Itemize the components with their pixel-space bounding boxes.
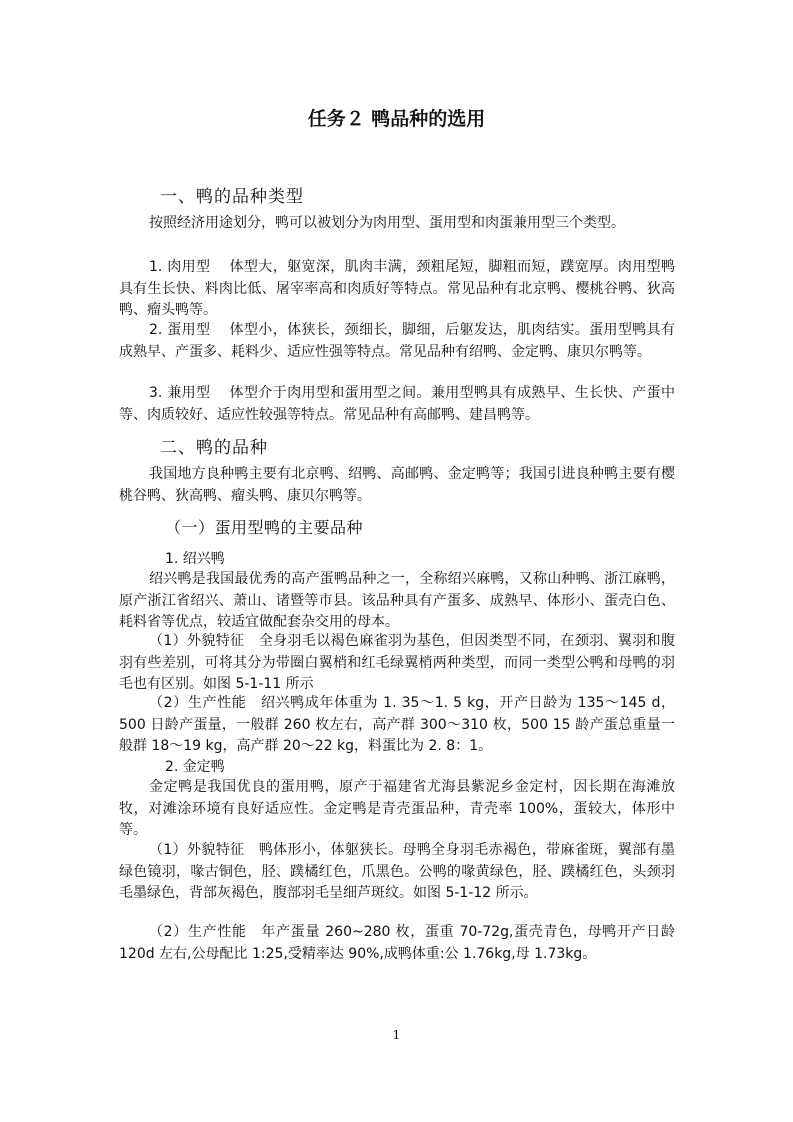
paragraph-egg-type: 2. 蛋用型 体型小，体狭长，颈细长，脚细，后躯发达，肌肉结实。蛋用型鸭具有成熟早、产蛋多、耗料少、适应性强等特点。常见品种有绍鸭、金定鸭、康贝尔鸭等。 xyxy=(119,322,675,360)
breed-heading-shaoxing: 1. 绍兴鸭 xyxy=(165,551,225,567)
page-title: 任务２ 鸭品种的选用 xyxy=(307,108,486,130)
paragraph-jinding-intro: 金定鸭是我国优良的蛋用鸭，原产于福建省尤海县紫泥乡金定村，因长期在海滩放牧，对滩涂环境有良好适应性。金定鸭是青壳蛋品种，青壳率 100%，蛋较大，体形中等。 xyxy=(119,779,675,838)
paragraph-shaoxing-intro: 绍兴鸭是我国最优秀的高产蛋鸭品种之一，全称绍兴麻鸭，又称山种鸭、浙江麻鸭，原产浙江省绍兴、萧山、诸暨等市县。该品种具有产蛋多、成熟早、体形小、蛋壳白色、耗料省等优点，较适宜做配套杂交用的母本。 xyxy=(119,571,675,630)
paragraph-shaoxing-appearance: （1）外貌特征 全身羽毛以褐色麻雀羽为基色，但因类型不同，在颈羽、翼羽和腹羽有些差别，可将其分为带圈白翼梢和红毛绿翼梢两种类型，而同一类型公鸭和母鸭的羽毛也有区别。如图 5-1-11 所示 xyxy=(119,633,675,692)
page-number: 1 xyxy=(392,1028,401,1042)
paragraph-shaoxing-performance: （2）生产性能 绍兴鸭成年体重为 1. 35～1. 5 kg，开产日龄为 135～145 d，500 日龄产蛋量，一般群 260 枚左右，高产群 300～310 枚，500 15 龄产蛋总重量一般群 18～19 kg，高产群 20～22 kg，料蛋比为 2. 8：1。 xyxy=(119,695,675,754)
section-heading-types: 一、鸭的品种类型 xyxy=(160,187,304,207)
breed-heading-jinding: 2. 金定鸭 xyxy=(165,759,225,775)
paragraph-meat-type: 1. 肉用型 体型大，躯宽深，肌肉丰满，颈粗尾短，脚粗而短，蹼宽厚。肉用型鸭具有生长快、料肉比低、屠宰率高和肉质好等特点。常见品种有北京鸭、樱桃谷鸭、狄高鸭、瘤头鸭等。 xyxy=(119,259,675,318)
paragraph-jinding-appearance: （1）外貌特征 鸭体形小，体躯狭长。母鸭全身羽毛赤褐色，带麻雀斑，翼部有墨绿色镜羽，喙古铜色，胫、蹼橘红色，爪黑色。公鸭的喙黄绿色，胫、蹼橘红色，头颈羽毛墨绿色，背部灰褐色，腹部羽毛呈细芦斑纹。如图 5-1-12 所示。 xyxy=(119,842,675,901)
paragraph-jinding-performance: （2）生产性能 年产蛋量 260~280 枚，蛋重 70-72g,蛋壳青色，母鸭开产日龄 120d 左右,公母配比 1:25,受精率达 90%,成鸭体重:公 1.76kg,母 1.73kg。 xyxy=(119,924,675,962)
subsection-heading-egg-breeds: （一）蛋用型鸭的主要品种 xyxy=(165,518,364,537)
paragraph-breeds-intro: 我国地方良种鸭主要有北京鸭、绍鸭、高邮鸭、金定鸭等；我国引进良种鸭主要有樱桃谷鸭、狄高鸭、瘤头鸭、康贝尔鸭等。 xyxy=(119,466,675,504)
paragraph-types-intro: 按照经济用途划分，鸭可以被划分为肉用型、蛋用型和肉蛋兼用型三个类型。 xyxy=(149,215,625,231)
section-heading-breeds: 二、鸭的品种 xyxy=(160,438,268,458)
paragraph-dual-type: 3. 兼用型 体型介于肉用型和蛋用型之间。兼用型鸭具有成熟早、生长快、产蛋中等、肉质较好、适应性较强等特点。常见品种有高邮鸭、建昌鸭等。 xyxy=(119,385,675,423)
